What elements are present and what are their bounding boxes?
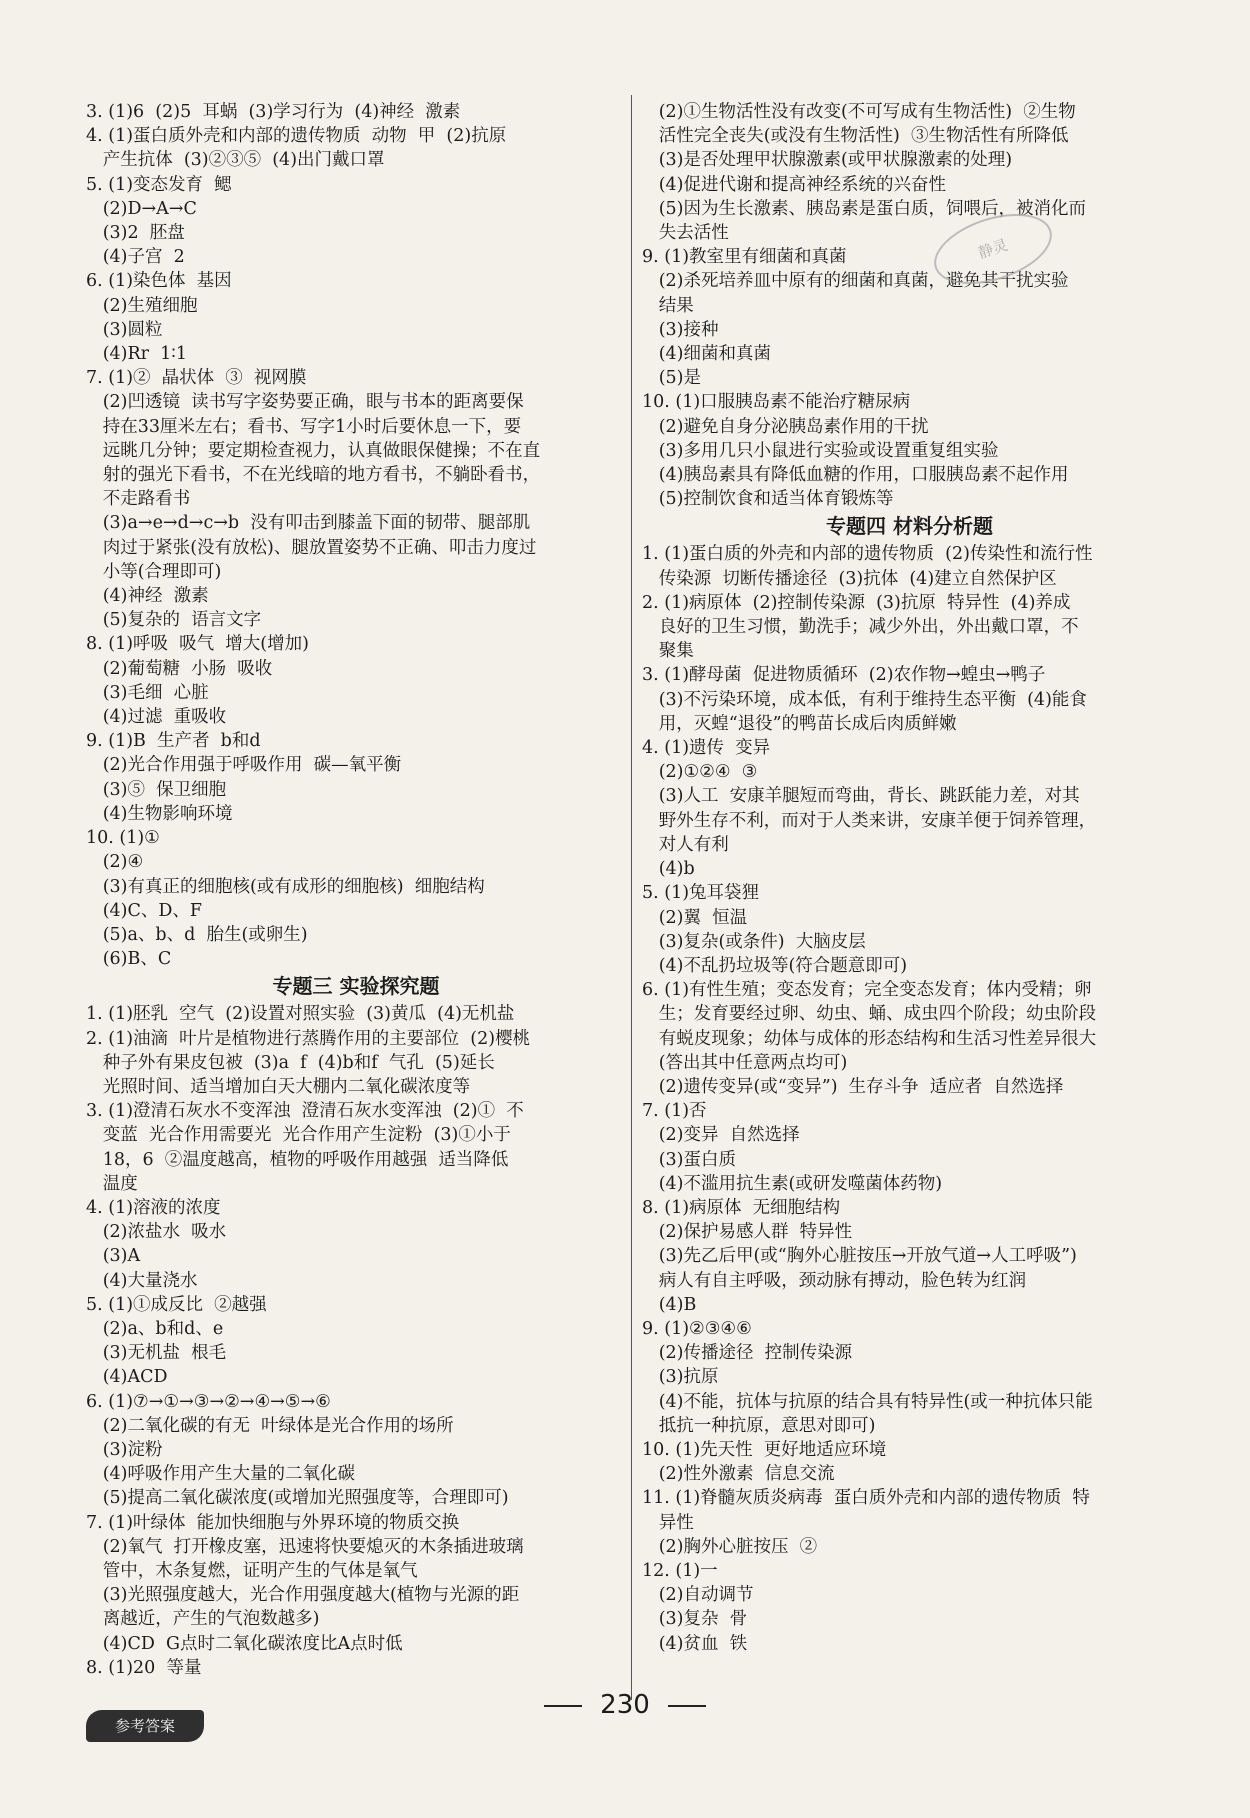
answer-line: (2)翼 恒温 [642, 907, 748, 928]
answer-line: (2)变异 自然选择 [642, 1125, 800, 1146]
answer-line: (2)保护易感人群 特异性 [642, 1222, 853, 1243]
answer-line: 3. (1)酵母菌 促进物质循环 (2)农作物→蝗虫→鸭子 [642, 665, 1046, 686]
answer-line: 6. (1)⑦→①→③→②→④→⑤→⑥ [86, 1391, 331, 1412]
answer-line: 1. (1)胚乳 空气 (2)设置对照实验 (3)黄瓜 (4)无机盐 [86, 1004, 515, 1025]
answer-line: (5)是 [642, 368, 701, 389]
answer-line: 8. (1)呼吸 吸气 增大(增加) [86, 634, 309, 655]
answer-line: 对人有利 [642, 834, 729, 855]
answer-line: (3)复杂 骨 [642, 1609, 748, 1630]
answer-line: (4)不乱扔垃圾等(符合题意即可) [642, 955, 908, 976]
answer-line: 1. (1)蛋白质的外壳和内部的遗传物质 (2)传染性和流行性 [642, 544, 1093, 565]
answer-line: 离越近，产生的气泡数越多) [86, 1609, 320, 1630]
page-number: 230 [0, 1690, 1250, 1720]
answer-line: 9. (1)教室里有细菌和真菌 [642, 247, 847, 268]
answer-line: (4)生物影响环境 [86, 803, 233, 824]
answer-line: (3)A [86, 1246, 141, 1267]
answer-line: (2)a、b和d、e [86, 1318, 224, 1339]
answer-line: (3)圆粒 [86, 319, 163, 340]
answer-line: (5)控制饮食和适当体育锻炼等 [642, 489, 894, 510]
answer-line: 产生抗体 (3)②③⑤ (4)出门戴口罩 [86, 150, 385, 171]
answer-line: (2)D→A→C [86, 198, 197, 219]
answer-line: 抵抗一种抗原，意思对即可) [642, 1415, 876, 1436]
answer-line: 良好的卫生习惯，勤洗手；减少外出，外出戴口罩，不 [642, 617, 1079, 638]
answer-line: (2)光合作用强于呼吸作用 碳—氧平衡 [86, 755, 402, 776]
answer-line: (3)蛋白质 [642, 1149, 736, 1170]
answer-line: (2)避免自身分泌胰岛素作用的干扰 [642, 416, 929, 437]
answer-line: (2)④ [86, 852, 144, 873]
answer-line: 10. (1)口服胰岛素不能治疗糖尿病 [642, 392, 911, 413]
answer-line: 种子外有果皮包被 (3)a f (4)b和f 气孔 (5)延长 [86, 1052, 495, 1073]
answer-line: 持在33厘米左右；看书、写字1小时后要休息一下，要 [86, 416, 522, 437]
answer-line: (3)人工 安康羊腿短而弯曲，背长、跳跃能力差，对其 [642, 786, 1080, 807]
answer-line: (3)不污染环境，成本低，有利于维持生态平衡 (4)能食 [642, 689, 1087, 710]
answer-key-badge: 参考答案 [86, 1710, 204, 1742]
answer-line: 10. (1)先天性 更好地适应环境 [642, 1439, 887, 1460]
answer-line: (3)⑤ 保卫细胞 [86, 779, 227, 800]
answer-line: 6. (1)染色体 基因 [86, 271, 232, 292]
right-column [642, 100, 1177, 1656]
answer-line: (3)无机盐 根毛 [86, 1343, 227, 1364]
answer-line: (4)促进代谢和提高神经系统的兴奋性 [642, 174, 946, 195]
answer-line: (3)光照强度越大，光合作用强度越大(植物与光源的距 [86, 1585, 520, 1606]
answer-line: 有蜕皮现象；幼体与成体的形态结构和生活习性差异很大 [642, 1028, 1097, 1049]
answer-line: (4)过滤 重吸收 [86, 707, 227, 728]
answer-line: (2)胸外心脏按压 ② [642, 1536, 818, 1557]
answer-line: 肉过于紧张(没有放松)、腿放置姿势不正确、叩击力度过 [86, 537, 537, 558]
answer-line: (3)有真正的细胞核(或有成形的细胞核) 细胞结构 [86, 876, 485, 897]
answer-line: 病人有自主呼吸，颈动脉有搏动，脸色转为红润 [642, 1270, 1027, 1291]
answer-line: (3)多用几只小鼠进行实验或设置重复组实验 [642, 440, 999, 461]
answer-line: 7. (1)叶绿体 能加快细胞与外界环境的物质交换 [86, 1512, 460, 1533]
left-column [86, 100, 626, 1680]
answer-line: 用，灭蝗“退役”的鸭苗长成后肉质鲜嫩 [642, 713, 957, 734]
answer-line: (4)CD G点时二氧化碳浓度比A点时低 [86, 1633, 403, 1654]
answer-line: 光照时间、适当增加白天大棚内二氧化碳浓度等 [86, 1076, 471, 1097]
answer-line: (2)凹透镜 读书写字姿势要正确，眼与书本的距离要保 [86, 392, 524, 413]
answer-line: (3)毛细 心脏 [86, 682, 209, 703]
answer-line: 2. (1)病原体 (2)控制传染源 (3)抗原 特异性 (4)养成 [642, 592, 1071, 613]
answer-line: 变蓝 光合作用需要光 光合作用产生淀粉 (3)①小于 [86, 1125, 511, 1146]
stamp-watermark: 静灵 [925, 201, 1060, 298]
answer-line: 聚集 [642, 641, 694, 662]
answer-line: 11. (1)脊髓灰质炎病毒 蛋白质外壳和内部的遗传物质 特 [642, 1488, 1090, 1509]
answer-line: (3)淀粉 [86, 1439, 163, 1460]
answer-line: 射的强光下看书，不在光线暗的地方看书，不躺卧看书， [86, 465, 541, 486]
answer-line: 9. (1)B 生产者 b和d [86, 731, 261, 752]
answer-line: 3. (1)澄清石灰水不变浑浊 澄清石灰水变浑浊 (2)① 不 [86, 1101, 524, 1122]
answer-line: (5)a、b、d 胎生(或卵生) [86, 924, 308, 945]
answer-line: (4)C、D、F [86, 900, 203, 921]
answer-line: (3)接种 [642, 319, 719, 340]
answer-line: (4)不滥用抗生素(或研发噬菌体药物) [642, 1173, 943, 1194]
answer-line: (4)胰岛素具有降低血糖的作用，口服胰岛素不起作用 [642, 465, 1069, 486]
answer-line: 远眺几分钟；要定期检查视力，认真做眼保健操；不在直 [86, 440, 541, 461]
answer-line: (2)自动调节 [642, 1585, 754, 1606]
answer-line: (4)ACD [86, 1367, 168, 1388]
answer-line: (3)a→e→d→c→b 没有叩击到膝盖下面的韧带、腿部肌 [86, 513, 531, 534]
answer-line: 5. (1)变态发育 鳃 [86, 174, 232, 195]
answer-line: (2)浓盐水 吸水 [86, 1222, 227, 1243]
answer-line: (4)神经 激素 [86, 586, 209, 607]
answer-line: (2)二氧化碳的有无 叶绿体是光合作用的场所 [86, 1415, 454, 1436]
answer-line: 异性 [642, 1512, 694, 1533]
answer-line: (4)不能，抗体与抗原的结合具有特异性(或一种抗体只能 [642, 1391, 1093, 1412]
answer-line: 6. (1)有性生殖；变态发育；完全变态发育；体内受精；卵 [642, 980, 1092, 1001]
answer-line: (2)氧气 打开橡皮塞，迅速将快要熄灭的木条插进玻璃 [86, 1536, 524, 1557]
answer-line: 7. (1)② 晶状体 ③ 视网膜 [86, 368, 307, 389]
answer-line: (2)生殖细胞 [86, 295, 198, 316]
answer-line: (2)①②④ ③ [642, 762, 758, 783]
answer-line: 不走路看书 [86, 489, 191, 510]
answer-line: 8. (1)20 等量 [86, 1657, 202, 1678]
answer-line: (3)2 胚盘 [86, 223, 185, 244]
answer-line: 2. (1)油滴 叶片是植物进行蒸腾作用的主要部位 (2)樱桃 [86, 1028, 531, 1049]
answer-line: 管中，木条复燃，证明产生的气体是氧气 [86, 1560, 418, 1581]
answer-line: 5. (1)①成反比 ②越强 [86, 1294, 267, 1315]
answer-line: (4)b [642, 859, 695, 880]
answer-line: (4)大量浇水 [86, 1270, 198, 1291]
answer-line: (6)B、C [86, 949, 172, 970]
answer-line: (3)复杂(或条件) 大脑皮层 [642, 931, 866, 952]
answer-line: 活性完全丧失(或没有生物活性) ③生物活性有所降低 [642, 126, 1069, 147]
section-title: 专题三 实验探究题 [272, 974, 440, 999]
answer-line: 4. (1)蛋白质外壳和内部的遗传物质 动物 甲 (2)抗原 [86, 126, 507, 147]
answer-line: (2)传播途径 控制传染源 [642, 1343, 853, 1364]
answer-line: 小等(合理即可) [86, 561, 222, 582]
answer-line: (3)是否处理甲状腺激素(或甲状腺激素的处理) [642, 150, 1013, 171]
answer-line: (答出其中任意两点均可) [642, 1052, 848, 1073]
answer-line: (4)呼吸作用产生大量的二氧化碳 [86, 1464, 355, 1485]
answer-line: 温度 [86, 1173, 138, 1194]
answer-line: (3)抗原 [642, 1367, 719, 1388]
answer-line: (2)遗传变异(或“变异”) 生存斗争 适应者 自然选择 [642, 1076, 1064, 1097]
answer-line: (2)性外激素 信息交流 [642, 1464, 835, 1485]
answer-line: (2)杀死培养皿中原有的细菌和真菌，避免其干扰实验 [642, 271, 1069, 292]
answer-line: 10. (1)① [86, 828, 160, 849]
answer-line: (3)先乙后甲(或“胸外心脏按压→开放气道→人工呼吸”) [642, 1246, 1077, 1267]
answer-line: 9. (1)②③④⑥ [642, 1318, 752, 1339]
answer-line: (5)提高二氧化碳浓度(或增加光照强度等，合理即可) [86, 1488, 509, 1509]
answer-line: 传染源 切断传播途径 (3)抗体 (4)建立自然保护区 [642, 568, 1057, 589]
section-title: 专题四 材料分析题 [826, 514, 993, 539]
answer-line: (4)细菌和真菌 [642, 344, 771, 365]
answer-line: 7. (1)否 [642, 1101, 707, 1122]
answer-line: (4)B [642, 1294, 697, 1315]
answer-line: 4. (1)遗传 变异 [642, 738, 771, 759]
answer-line: 18，6 ②温度越高，植物的呼吸作用越强 适当降低 [86, 1149, 509, 1170]
answer-line: 8. (1)病原体 无细胞结构 [642, 1197, 841, 1218]
answer-line: (2)葡萄糖 小肠 吸收 [86, 658, 273, 679]
answer-line: 野外生存不利，而对于人类来讲，安康羊便于饲养管理， [642, 810, 1097, 831]
answer-line: (5)因为生长激素、胰岛素是蛋白质，饲喂后，被消化而 [642, 198, 1086, 219]
answer-line: 4. (1)溶液的浓度 [86, 1197, 221, 1218]
answer-line: 失去活性 [642, 223, 729, 244]
answer-line: 5. (1)兔耳袋狸 [642, 883, 760, 904]
column-divider [631, 95, 632, 1700]
answer-line: (4)子宫 2 [86, 247, 185, 268]
answer-line: 12. (1)一 [642, 1560, 718, 1581]
answer-line: (2)①生物活性没有改变(不可写成有生物活性) ②生物 [642, 102, 1076, 122]
answer-line: (5)复杂的 语言文字 [86, 610, 262, 631]
answer-line: 生；发育要经过卵、幼虫、蛹、成虫四个阶段；幼虫阶段 [642, 1004, 1097, 1025]
answer-line: (4)Rr 1∶1 [86, 344, 187, 365]
answer-line: (4)贫血 铁 [642, 1633, 748, 1654]
answer-line: 结果 [642, 295, 694, 316]
answer-line: 3. (1)6 (2)5 耳蜗 (3)学习行为 (4)神经 激素 [86, 102, 461, 122]
